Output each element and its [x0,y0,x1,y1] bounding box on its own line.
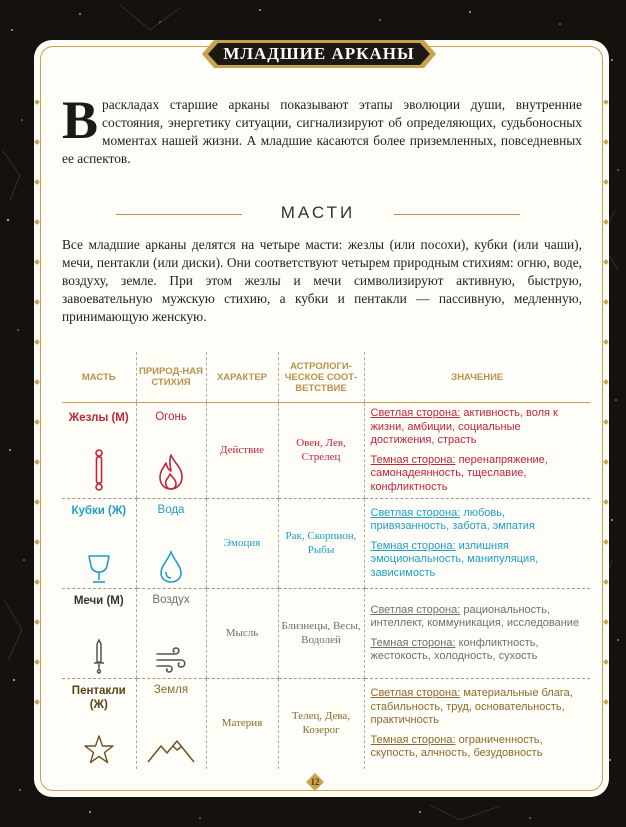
light-side-text: материальные блага, стабильность, труд, основательность, практичность [370,687,573,726]
dark-side-text: ограниченность, скупость, алчность, безудовность [370,733,543,759]
table-row [62,403,590,499]
light-side-text: рациональность, интеллект, коммуникация, исследование [370,603,580,629]
light-side-label: Светлая сторона: [370,603,461,616]
fire-icon [156,453,186,491]
page-title: МЛАДШИЕ АРКАНЫ [223,44,415,63]
dark-side [371,540,587,581]
light-side-text: активность, воля к жизни, амбиции, социальные достижения, страсть [370,407,558,446]
intro-text: раскладах старшие арканы показывают этапы эволюции души, внутренние состояния, энергетику ситуации, сигнализируют об определяющих, судьбоносных моментах нашей жизни. А младшие касаются более приземленных, повседневных ее аспектов. [62,97,582,166]
element-name: Огонь [155,410,187,423]
pentacle-icon [84,734,114,764]
intro-paragraph [62,90,582,168]
drop-cap: В [62,90,99,150]
table-header-row [62,352,590,403]
suit-cell [62,679,136,769]
dark-side [371,454,587,495]
meaning-cell [364,589,590,679]
header-astro: АСТРОЛОГИ-ЧЕСКОЕ СООТ-ВЕТСТВИЕ [278,352,364,403]
page-number: 12 [310,777,320,787]
suit-name: Жезлы (М) [68,411,129,424]
light-side [371,604,587,631]
header-meaning: ЗНАЧЕНИЕ [364,352,590,403]
cup-icon [87,554,111,584]
dark-side [371,734,587,761]
title-banner [202,38,436,70]
light-side [371,407,587,448]
character-cell: Действие [206,403,278,499]
astro-cell: Рак, Скорпион, Рыбы [278,499,364,589]
astro-cell: Овен, Лев, Стрелец [278,403,364,499]
dark-side-text: излишняя эмоциональность, манипуляция, зависимость [370,539,539,579]
astro-cell: Близнецы, Весы, Водолей [278,589,364,679]
suit-cell [62,589,136,679]
light-side-label: Светлая сторона: [370,506,461,519]
meaning-cell [364,403,590,499]
section-title: МАСТИ [280,203,356,222]
suit-name: Мечи (М) [73,594,124,607]
suits-table [62,352,590,769]
table-row [62,679,590,769]
dark-side [371,637,587,664]
dark-side-label: Темная сторона: [370,733,456,746]
suit-cell [62,499,136,589]
suit-name: Кубки (Ж) [71,504,127,517]
element-cell [136,589,206,679]
border-dots-left [33,100,41,737]
meaning-cell [364,679,590,769]
border-dots-right [602,100,610,737]
light-side-text: любовь, привязанность, забота, эмпатия [370,506,535,533]
light-side-label: Светлая сторона: [370,407,461,419]
element-name: Земля [153,683,189,696]
element-name: Воздух [152,593,190,606]
wand-icon [92,449,106,491]
dark-side-text: перенапряжение, самонадеянность, тщеславие, конфликтность [370,453,548,493]
page-number-badge [306,773,324,791]
element-cell [136,679,206,769]
astro-cell: Телец, Дева, Козерог [278,679,364,769]
dark-side-label: Темная сторона: [370,636,456,649]
dark-side-text: конфликтность, жестокость, холодность, сухость [370,636,539,662]
header-suit: МАСТЬ [62,352,136,403]
table-row [62,589,590,679]
light-side-label: Светлая сторона: [370,687,461,699]
light-side [371,687,587,728]
element-cell [136,499,206,589]
meaning-cell [364,499,590,589]
character-cell: Эмоция [206,499,278,589]
header-element: ПРИРОД-НАЯ СТИХИЯ [136,352,206,403]
element-cell [136,403,206,499]
section-body: Все младшие арканы делятся на четыре масти: жезлы (или посохи), кубки (или чаши), мечи, пентакли (или диски). Они соответствуют четырем природным стихиям: огню, воде, воздуху, земле. При этом жезлы и мечи символизируют активную, быструю, завоевательную мужскую стихию, а кубки и пентакли — пассивную, медленную, принимающую женскую. [62,237,582,324]
character-cell: Мысль [206,589,278,679]
water-drop-icon [159,550,183,584]
mountain-icon [147,738,195,764]
character-cell: Материя [206,679,278,769]
light-side [371,507,587,534]
table-row [62,499,590,589]
dark-side-label: Темная сторона: [370,453,456,466]
heading-rule-right [394,214,520,215]
element-name: Вода [157,503,185,516]
sword-icon [93,638,105,674]
header-character: ХАРАКТЕР [206,352,278,403]
suit-cell [62,403,136,499]
section-heading [116,203,520,225]
dark-side-label: Темная сторона: [370,539,456,552]
wind-icon [155,646,187,674]
suit-name: Пентакли (Ж) [71,684,126,711]
